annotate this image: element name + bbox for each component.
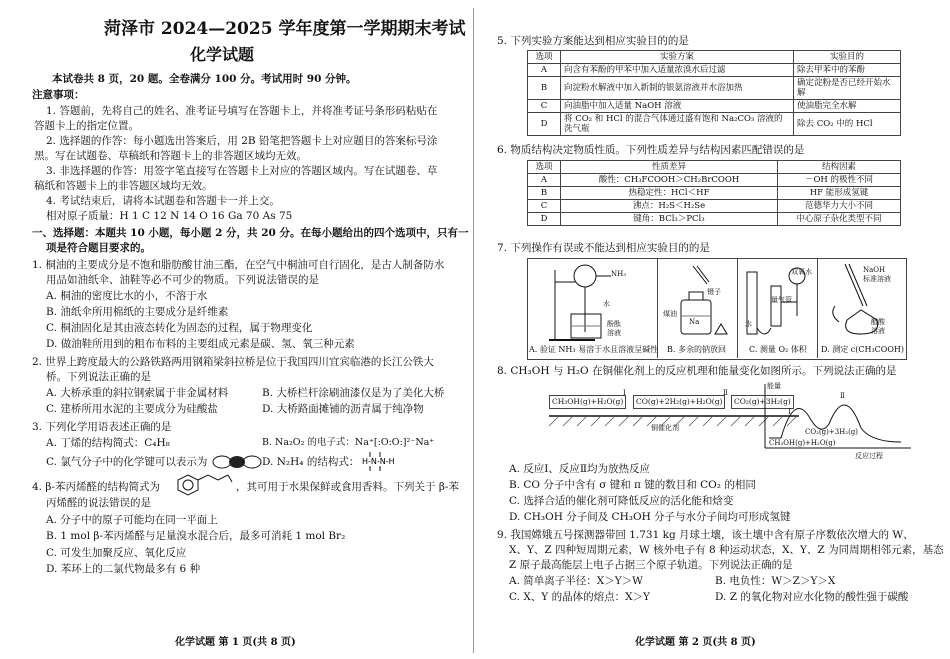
option: D. 苯环上的二氯代物最多有 6 种 [46,563,201,575]
table-row [528,77,901,100]
question-1: 1. 桐油的主要成分是不饱和脂肪酸甘油三酯，在空气中桐油可自行固化，是古人制备防水 [32,259,445,271]
table-cell: 将 CO₂ 和 HCl 的混合气体通过盛有饱和 Na₂CO₃ 溶液的洗气瓶 [561,113,794,136]
table-cell: －OH 的极性不同 [778,174,901,187]
chart-start-label: CH₃OH(g)+H₂O(g) [769,439,836,447]
table-cell: B [528,77,561,100]
table-cell: 酸性：CH₃FCOOH＞CH₂BrCOOH [561,174,778,187]
question-2: 2. 世界上跨度最大的公路铁路两用钢箱梁斜拉桥是位于我国四川宜宾临港的长江公铁大 [32,356,434,368]
mech-box-1: CH₃OH(g)+H₂O(g) [549,395,626,409]
q7-caption-d: D. 测定 c(CH₃COOH) [821,345,904,354]
q6-table [527,160,901,226]
label-kerosene: 煤油 [663,310,677,318]
n2h4-structure-icon [358,448,398,474]
table-cell: HF 能形成氢键 [778,187,901,200]
table-cell: 使油脂完全水解 [794,100,901,113]
panel-divider [737,258,738,358]
cinnamaldehyde-structure-icon [176,472,234,498]
chart-peak-2: Ⅱ [840,392,845,400]
mech-step-2: Ⅱ [723,389,728,397]
table-header: 结构因素 [778,161,901,174]
note-line: 3. 非选择题的作答：用签字笔直接写在答题卡上对应的答题区域内。写在试题卷、草 [46,165,438,177]
orbital-overlap-icon [212,453,262,471]
fountain-apparatus-icon [535,262,653,344]
table-cell: D [528,213,561,226]
note-line: 1. 答题前，先将自己的姓名、准考证号填写在答题卡上，并将准考证号条形码粘贴在 [46,105,438,117]
table-header: 选项 [528,161,561,174]
question-9: Z 原子最高能层上电子占据三个原子轨道。下列说法正确的是 [509,559,793,571]
right-column [475,0,950,659]
table-row [528,174,901,187]
table-row [528,64,901,77]
option: D. Z 的氧化物对应水化物的酸性强于碳酸 [715,591,909,603]
table-cell: A [528,64,561,77]
panel-divider [817,258,818,358]
table-cell: 热稳定性：HCl＜HF [561,187,778,200]
option: B. Na₂O₂ 的电子式：Na⁺[:O:O:]²⁻Na⁺ [262,437,435,448]
note-line: 稿纸和答题卡上的非答题区域均无效。 [34,180,213,192]
exam-subtitle: 化学试题 [190,45,255,64]
option: B. CO 分子中含有 σ 键和 π 键的数目和 CO₂ 的相同 [509,479,756,491]
option: C. 可发生加聚反应、氧化反应 [46,547,187,559]
table-cell: 确定淀粉是否已经开始水解 [794,77,901,100]
option: C. 建桥所用水泥的主要成分为硅酸盐 [46,403,218,415]
option: A. 反应Ⅰ、反应Ⅱ均为放热反应 [509,463,651,475]
page-footer: 化学试题 第 1 页(共 8 页) [175,637,296,648]
option: A. 丁烯的结构简式：C₄H₈ [46,437,170,449]
question-8: 8. CH₃OH 与 H₂O 在铜催化剂上的反应机理和能量变化如图所示。下列说法正确的是 [497,365,897,377]
table-cell: C [528,200,561,213]
option: B. 1 mol β-苯丙烯醛与足量溴水混合后，最多可消耗 1 mol Br₂ [46,530,346,542]
option: C. 选择合适的催化剂可降低反应的活化能和焓变 [509,495,734,507]
notes-label: 注意事项： [32,89,85,101]
note-line: 4. 考试结束后，请将本试题卷和答题卡一并上交。 [46,195,280,207]
column-divider [473,8,474,653]
q7-caption-c: C. 测量 O₂ 体积 [749,345,807,354]
table-header: 实验方案 [561,51,794,64]
option: D. CH₃OH 分子间及 CH₃OH 分子与水分子间均可形成氢键 [509,511,791,523]
svg-text:H-N-N-H: H-N-N-H [362,457,395,466]
label-nh3: NH₃ [611,270,627,278]
option: D. N₂H₄ 的结构式： [262,456,360,468]
table-cell: B [528,187,561,200]
table-cell: C [528,100,561,113]
table-header: 实验目的 [794,51,901,64]
label-tweezers: 镊子 [707,288,721,296]
titration-icon [821,262,901,342]
question-9: X、Y、Z 四种短周期元素，W 核外电子有 8 种运动状态，X、Y、Z 为同周期相邻元素，基态 [509,544,944,556]
section-heading: 项是符合题目要求的。 [46,242,151,254]
label-solution: 溶液 [607,329,621,337]
note-line: 答题卡上的指定位置。 [34,120,139,132]
label-naoh: NaOH [863,266,886,274]
page-footer: 化学试题 第 2 页(共 8 页) [635,637,756,648]
label-phenolphthalein: 酚酞 [607,320,621,328]
table-cell: 中心原子杂化类型不同 [778,213,901,226]
question-1: 用品如油纸伞、油鞋等必不可少的物质。下列说法错误的是 [46,274,319,286]
table-cell: 键角：BCl₃＞PCl₃ [561,213,778,226]
question-6: 6. 物质结构决定物质性质。下列性质差异与结构因素匹配错误的是 [497,144,805,156]
question-4: 4. β-苯丙烯醛的结构简式为 [32,481,160,493]
table-row [528,161,901,174]
table-cell: 沸点：H₂S＜H₂Se [561,200,778,213]
table-cell: D [528,113,561,136]
label-water: 水 [603,300,610,308]
chart-end-label: CO₂(g)+3H₂(g) [805,428,859,436]
label-standard: 标准溶液 [863,275,891,283]
table-row [528,187,901,200]
chart-xlabel: 反应过程 [855,452,883,460]
mech-box-2: CO(g)+2H₂(g)+H₂O(g) [633,395,725,409]
option: B. 大桥栏杆涂刷油漆仅是为了美化大桥 [262,387,445,399]
table-cell: 除去 CO₂ 中的 HCl [794,113,901,136]
atomic-masses: 相对原子质量：H 1 C 12 N 14 O 16 Ga 70 As 75 [46,210,293,222]
reagent-bottle-icon [663,264,733,342]
table-row [528,100,901,113]
option: C. 桐油固化是其由液态转化为固态的过程，属于物理变化 [46,322,313,334]
table-cell: 除去甲苯中的苯酚 [794,64,901,77]
note-line: 黑。写在试题卷、草稿纸和答题卡上的非答题区域均无效。 [34,150,307,162]
exam-title: 菏泽市 2024—2025 学年度第一学期期末考试 [104,19,466,39]
question-4: 丙烯醛的说法错误的是 [46,497,151,509]
table-cell: 向含有苯酚的甲苯中加入适量浓溴水后过滤 [561,64,794,77]
panel-divider [657,258,658,358]
table-cell: 向淀粉水解液中加入新制的银氨溶液并水浴加热 [561,77,794,100]
table-row [528,51,901,64]
table-cell: 范德华力大小不同 [778,200,901,213]
label-solution-d: 溶液 [871,327,885,335]
option: A. 分子中的原子可能均在同一平面上 [46,514,218,526]
question-5: 5. 下列实验方案能达到相应实验目的的是 [497,35,689,47]
label-h2o2: 双氧水 [791,268,812,276]
label-gas-tube: 量气管 [771,296,792,304]
mech-step-1: Ⅰ [623,389,626,397]
section-heading: 一、选择题：本题共 10 小题，每小题 2 分，共 20 分。在每小题给出的四个选项中，只有一 [32,227,469,239]
exam-info: 本试卷共 8 页，20 题。全卷满分 100 分。考试用时 90 分钟。 [52,73,357,85]
question-4: ，其可用于水果保鲜或食用香料。下列关于 β-苯 [236,481,459,493]
table-row [528,200,901,213]
table-cell: 向油脂中加入适量 NaOH 溶液 [561,100,794,113]
chart-ylabel: 能量 [767,382,781,390]
option: A. 大桥承重的斜拉钢索属于非金属材料 [46,387,229,399]
question-7: 7. 下列操作有误或不能达到相应实验目的的是 [497,242,710,254]
q5-table [527,50,901,136]
question-9: 9. 我国嫦娥五号探测器带回 1.731 kg 月球土壤，该土壤中含有原子序数依次增大的 W、 [497,529,914,541]
mech-box-3: CO₂(g)+3H₂(g) [731,395,794,409]
q7-caption-a: A. 验证 NH₃ 易溶于水且溶液呈碱性 [529,345,659,354]
option: D. 做油鞋所用到的粗布布料的主要组成元素是碳、氢、氧三种元素 [46,338,355,350]
option: B. 电负性：W＞Z＞Y＞X [715,575,836,587]
label-acetic: 醋酸 [871,318,885,326]
table-cell: A [528,174,561,187]
label-water-c: 水 [745,320,752,328]
table-row [528,113,901,136]
option: A. 简单离子半径：X＞Y＞W [509,575,643,587]
question-3: 3. 下列化学用语表述正确的是 [32,421,172,433]
table-row [528,213,901,226]
label-na: Na [689,318,700,326]
chart-peak-1: Ⅰ [788,408,791,416]
q7-caption-b: B. 多余的钠放回 [667,345,726,354]
table-header: 性质差异 [561,161,778,174]
table-header: 选项 [528,51,561,64]
option: C. X、Y 的晶体的熔点：X＞Y [509,591,650,603]
option: C. 氯气分子中的化学键可以表示为 [46,456,208,468]
option: B. 油纸伞所用棉纸的主要成分是纤维素 [46,306,229,318]
catalyst-label: 铜催化剂 [651,424,679,432]
note-line: 2. 选择题的作答：每小题选出答案后，用 2B 铅笔把答题卡上对应题目的答案标号涂 [46,135,438,147]
option: A. 桐油的密度比水的小，不溶于水 [46,290,208,302]
option: D. 大桥路面摊铺的沥青属于纯净物 [262,403,424,415]
question-2: 桥。下列说法正确的是 [46,371,151,383]
